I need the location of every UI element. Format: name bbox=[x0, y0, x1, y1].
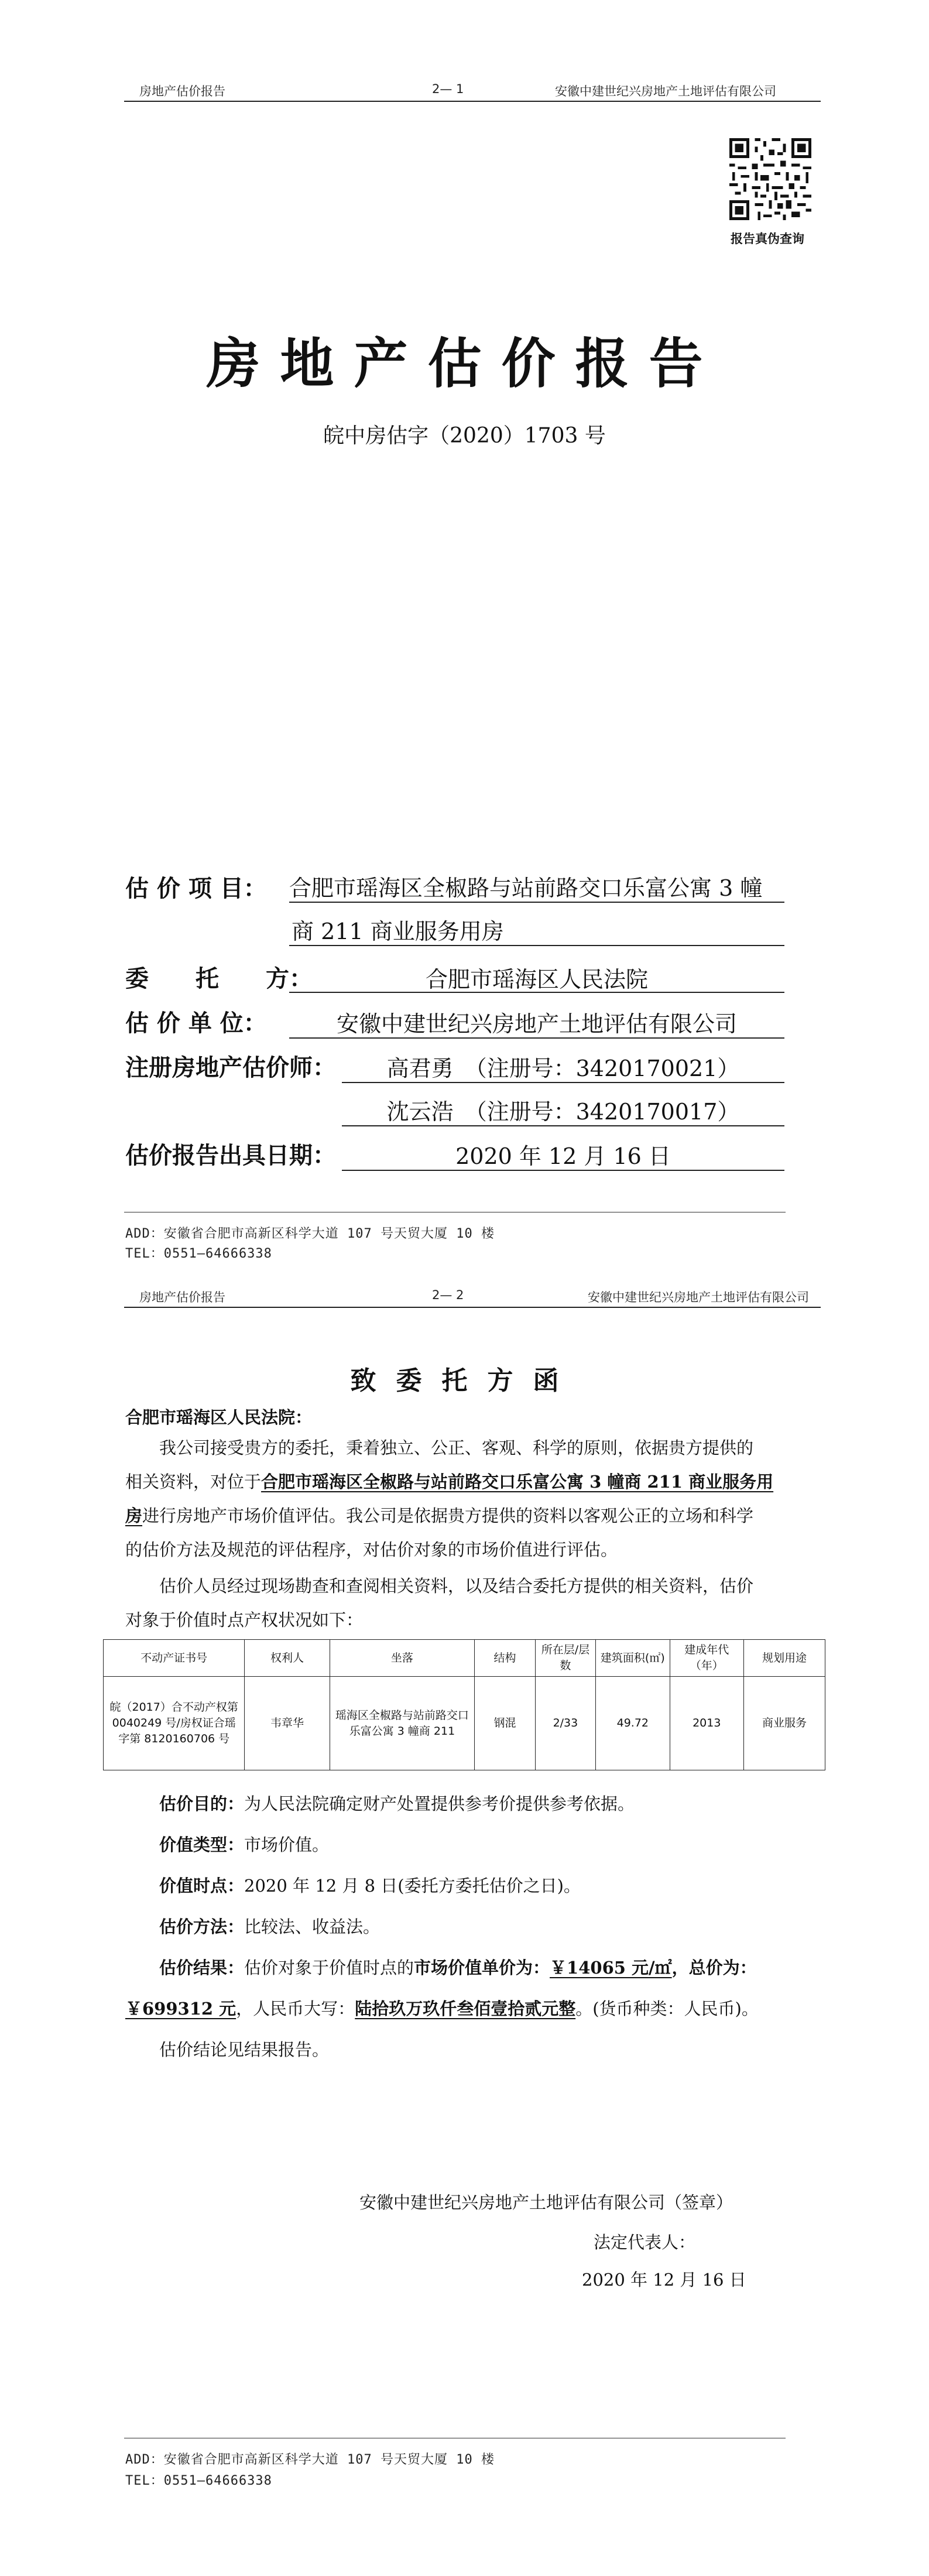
unit-price-value: ￥14065 元/㎡ bbox=[550, 1958, 672, 1978]
page2-header-page-number: 2— 2 bbox=[432, 1288, 464, 1302]
client-label: 委 托 方： bbox=[125, 965, 313, 992]
paragraph-1-text-c: 进行房地产市场价值评估。我公司是依据贵方提供的资料以客观公正的立场和科学 bbox=[142, 1506, 754, 1526]
qr-caption: 报告真伪查询 bbox=[731, 232, 804, 246]
total-price-chinese: 陆拾玖万玖仟叁佰壹拾贰元整 bbox=[355, 1999, 576, 2019]
client-underline bbox=[289, 992, 784, 993]
report-title: 房地产估价报告 bbox=[206, 332, 723, 395]
page2-header-right: 安徽中建世纪兴房地产土地评估有限公司 bbox=[588, 1290, 809, 1304]
property-address-highlight-end: 房 bbox=[125, 1506, 143, 1526]
table-header: 不动产证书号 bbox=[104, 1640, 245, 1677]
qr-code-icon[interactable] bbox=[729, 138, 811, 220]
property-address-highlight: 合肥市瑶海区全椒路与站前路交口乐富公寓 3 幢商 211 商业服务用 bbox=[261, 1472, 774, 1492]
page2-header-rule bbox=[124, 1307, 821, 1308]
property-rights-table bbox=[103, 1639, 825, 1770]
project-value-line2: 商 211 商业服务用房 bbox=[292, 919, 504, 944]
table-header: 结构 bbox=[475, 1640, 535, 1677]
unit-value: 安徽中建世纪兴房地产土地评估有限公司 bbox=[336, 1011, 737, 1037]
valuation-result bbox=[125, 1951, 816, 2026]
table-header: 所在层/层数 bbox=[535, 1640, 595, 1677]
total-price-label: ，总价为： bbox=[671, 1958, 757, 1978]
issue-date-value: 2020 年 12 月 16 日 bbox=[455, 1143, 671, 1169]
page1-header-left: 房地产估价报告 bbox=[139, 84, 225, 98]
page1-footer-address: ADD：安徽省合肥市高新区科学大道 107 号天贸大厦 10 楼 bbox=[125, 1227, 495, 1241]
page1-header-page-number: 2— 1 bbox=[432, 82, 464, 96]
valuation-result-text-1: 估价对象于价值时点的 bbox=[244, 1958, 414, 1978]
issue-date-label: 估价报告出具日期： bbox=[125, 1142, 336, 1169]
paragraph-2-line-2: 对象于价值时点产权状况如下： bbox=[125, 1610, 364, 1630]
value-time bbox=[159, 1869, 581, 1903]
paragraph-2-line-1: 估价人员经过现场勘查和查阅相关资料，以及结合委托方提供的相关资料，估价 bbox=[159, 1576, 754, 1596]
table-header: 建筑面积(㎡) bbox=[596, 1640, 670, 1677]
table-cell-certificate: 皖（2017）合不动产权第 0040249 号/房权证合瑶字第 8120160706 号 bbox=[104, 1677, 245, 1770]
valuation-result-line-2 bbox=[125, 1992, 816, 2026]
unit-underline bbox=[289, 1037, 784, 1039]
issue-date-underline bbox=[342, 1170, 784, 1171]
value-type-value: 市场价值。 bbox=[244, 1835, 330, 1855]
paragraph-2 bbox=[125, 1569, 816, 1637]
value-time-label: 价值时点： bbox=[159, 1876, 245, 1896]
table-header: 权利人 bbox=[245, 1640, 330, 1677]
page1-header-right: 安徽中建世纪兴房地产土地评估有限公司 bbox=[555, 84, 776, 98]
paragraph-1-line-2 bbox=[125, 1465, 816, 1499]
project-label: 估 价 项 目： bbox=[125, 875, 267, 902]
client-value: 合肥市瑶海区人民法院 bbox=[425, 967, 648, 992]
table-header: 坐落 bbox=[330, 1640, 475, 1677]
paragraph-1-line-1: 我公司接受贵方的委托，秉着独立、公正、客观、科学的原则，依据贵方提供的 bbox=[159, 1438, 754, 1458]
paragraph-1-line-4: 的估价方法及规范的评估程序，对估价对象的市场价值进行评估。 bbox=[125, 1540, 618, 1560]
table-cell-year: 2013 bbox=[670, 1677, 743, 1770]
paragraph-1 bbox=[125, 1431, 816, 1567]
appraiser-2-underline bbox=[342, 1125, 784, 1126]
project-underline-1 bbox=[289, 902, 784, 903]
valuation-result-label: 估价结果： bbox=[159, 1958, 245, 1978]
table-cell-usage: 商业服务 bbox=[743, 1677, 825, 1770]
project-value-line1: 合肥市瑶海区全椒路与站前路交口乐富公寓 3 幢 bbox=[289, 875, 763, 901]
table-cell-area: 49.72 bbox=[596, 1677, 670, 1770]
valuation-purpose bbox=[159, 1787, 635, 1821]
valuation-method bbox=[159, 1910, 380, 1944]
letter-salutation: 合肥市瑶海区人民法院： bbox=[125, 1407, 313, 1427]
conclusion-note: 估价结论见结果报告。 bbox=[159, 2040, 330, 2060]
valuation-purpose-value: 为人民法院确定财产处置提供参考价提供参考依据。 bbox=[244, 1794, 635, 1814]
project-underline-2 bbox=[289, 945, 784, 946]
signature-date: 2020 年 12 月 16 日 bbox=[582, 2270, 746, 2290]
table-header-row bbox=[104, 1640, 825, 1677]
table-header: 规划用途 bbox=[743, 1640, 825, 1677]
valuation-method-value: 比较法、收益法。 bbox=[244, 1917, 380, 1937]
valuation-method-label: 估价方法： bbox=[159, 1917, 245, 1937]
page2-header-left: 房地产估价报告 bbox=[139, 1290, 225, 1304]
total-price-value: ￥699312 元 bbox=[125, 1999, 236, 2019]
table-cell-floor: 2/33 bbox=[535, 1677, 595, 1770]
table-cell-owner: 韦章华 bbox=[245, 1677, 330, 1770]
signature-representative: 法定代表人： bbox=[594, 2232, 696, 2252]
appraiser-2: 沈云浩 （注册号：3420170017） bbox=[386, 1099, 740, 1125]
value-type-label: 价值类型： bbox=[159, 1835, 245, 1855]
page2-footer-tel: TEL：0551—64666338 bbox=[125, 2474, 272, 2488]
table-cell-structure: 钢混 bbox=[475, 1677, 535, 1770]
appraiser-1-underline bbox=[342, 1082, 784, 1083]
paragraph-1-text-b: 相关资料，对位于 bbox=[125, 1472, 262, 1492]
value-time-value: 2020 年 12 月 8 日(委托方委托估价之日)。 bbox=[244, 1876, 581, 1896]
letter-title: 致委托方函 bbox=[350, 1366, 579, 1396]
valuation-purpose-label: 估价目的： bbox=[159, 1794, 245, 1814]
paragraph-1-line-3 bbox=[125, 1499, 816, 1533]
page1-footer-tel: TEL：0551—64666338 bbox=[125, 1246, 272, 1261]
valuation-result-text-3: 。(货币种类：人民币)。 bbox=[575, 1999, 759, 2019]
value-type bbox=[159, 1828, 329, 1862]
signature-company: 安徽中建世纪兴房地产土地评估有限公司（签章） bbox=[359, 2193, 733, 2212]
appraiser-1: 高君勇 （注册号：3420170021） bbox=[386, 1056, 740, 1081]
valuation-result-line-1 bbox=[125, 1951, 816, 1985]
table-cell-location: 瑶海区全椒路与站前路交口乐富公寓 3 幢商 211 bbox=[330, 1677, 475, 1770]
unit-price-label: 市场价值单价为： bbox=[414, 1958, 550, 1978]
table-row bbox=[104, 1677, 825, 1770]
report-number: 皖中房估字（2020）1703 号 bbox=[323, 424, 606, 448]
valuation-result-text-2: ，人民币大写： bbox=[236, 1999, 355, 2019]
table-header: 建成年代（年） bbox=[670, 1640, 743, 1677]
appraiser-label: 注册房地产估价师： bbox=[125, 1054, 336, 1081]
unit-label: 估 价 单 位： bbox=[125, 1009, 267, 1037]
page2-footer-address: ADD：安徽省合肥市高新区科学大道 107 号天贸大厦 10 楼 bbox=[125, 2452, 495, 2467]
page1-header-rule bbox=[124, 101, 821, 102]
